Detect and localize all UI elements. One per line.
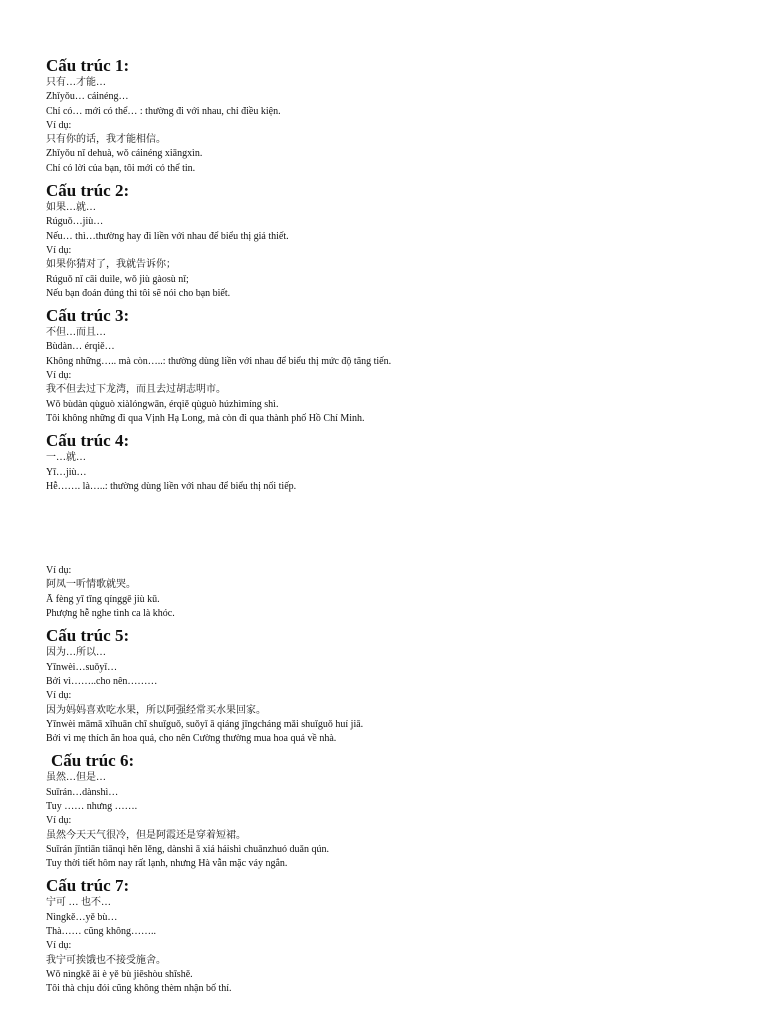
pattern-pinyin: Bùdàn… érqiě… (46, 341, 115, 353)
pattern-chinese: 如果…就… (46, 202, 96, 214)
pattern-pinyin: Suīrán…dànshì… (46, 786, 119, 798)
example-label: Ví dụ: (46, 690, 72, 702)
example-vietnamese: Phượng hễ nghe tình ca là khóc. (46, 608, 175, 620)
example-vietnamese: Tôi không những đi qua Vịnh Hạ Long, mà còn đi qua thành phố Hồ Chí Minh. (46, 412, 365, 424)
example-vietnamese: Nếu bạn đoán đúng thì tôi sẽ nói cho bạn biết. (46, 287, 231, 299)
section-title: Cấu trúc 5: (46, 626, 130, 646)
example-chinese: 虽然今天天气很冷，但是阿霞还是穿着短裙。 (46, 829, 246, 841)
section-title: Cấu trúc 2: (46, 181, 130, 201)
document-page (46, 56, 736, 997)
section-title: Cấu trúc 7: (46, 876, 130, 896)
section-5 (46, 626, 736, 746)
section-4 (46, 431, 736, 621)
example-label: Ví dụ: (46, 244, 72, 256)
pattern-chinese: 虽然…但是… (46, 772, 106, 784)
pattern-meaning: Bởi vì……..cho nên……… (46, 675, 158, 687)
pattern-chinese: 不但…而且… (46, 327, 106, 339)
example-pinyin: Wǒ bùdàn qùguò xiàlóngwān, érqiě qùguò húzhìmíng shì. (46, 398, 279, 410)
pattern-meaning: Không những….. mà còn…..: thường dùng liền với nhau để biểu thị mức độ tăng tiến. (46, 355, 392, 367)
example-chinese: 因为妈妈喜欢吃水果，所以阿强经常买水果回家。 (46, 704, 266, 716)
example-label: Ví dụ: (46, 815, 72, 827)
section-title: Cấu trúc 1: (46, 56, 130, 75)
section-1 (46, 56, 736, 176)
example-vietnamese: Tôi thà chịu đói cũng không thèm nhận bố thí. (46, 983, 232, 995)
example-label: Ví dụ: (46, 940, 72, 952)
section-6 (46, 751, 736, 871)
pattern-pinyin: Yī…jiù… (46, 466, 87, 478)
pattern-pinyin: Zhǐyǒu… cáinéng… (46, 91, 129, 103)
example-label: Ví dụ: (46, 370, 72, 382)
example-pinyin: Yīnwèi māmā xǐhuān chī shuǐguǒ, suǒyǐ ā qiáng jīngcháng mǎi shuǐguǒ huí jiā. (46, 718, 364, 730)
example-label: Ví dụ: (46, 119, 72, 131)
example-vietnamese: Tuy thời tiết hôm nay rất lạnh, nhưng Hà vẫn mặc váy ngắn. (46, 858, 288, 870)
section-3 (46, 306, 736, 426)
example-pinyin: Zhǐyǒu nǐ dehuà, wǒ cáinéng xiāngxìn. (46, 148, 203, 160)
example-label: Ví dụ: (46, 565, 72, 577)
example-pinyin: Ā fèng yī tīng qínggē jiù kū. (46, 593, 160, 605)
section-title: Cấu trúc 6: (51, 751, 135, 771)
section-title: Cấu trúc 4: (46, 431, 130, 451)
example-pinyin: Suīrán jīntiān tiānqì hěn lěng, dànshì ā xiá háishì chuānzhuó duǎn qún. (46, 843, 329, 855)
pattern-meaning: Thà…… cũng không…….. (46, 926, 156, 938)
pattern-pinyin: Rúguǒ…jiù… (46, 216, 104, 228)
example-pinyin: Wǒ nìngkě āi è yě bù jiēshòu shīshě. (46, 968, 193, 980)
pattern-pinyin: Nìngkě…yě bù… (46, 911, 118, 923)
pattern-chinese: 只有…才能… (46, 77, 106, 88)
section-7 (46, 876, 736, 996)
pattern-chinese: 宁可 … 也不… (46, 897, 111, 909)
example-vietnamese: Bởi vì mẹ thích ăn hoa quả, cho nên Cường thường mua hoa quả về nhà. (46, 733, 337, 745)
section-2 (46, 181, 736, 301)
pattern-chinese: 一…就… (46, 452, 86, 464)
section-title: Cấu trúc 3: (46, 306, 130, 326)
pattern-meaning: Tuy …… nhưng ……. (46, 800, 138, 812)
pattern-chinese: 因为…所以… (46, 647, 106, 659)
pattern-meaning: Chỉ có… mới có thể… : thường đi với nhau, chỉ điều kiện. (46, 105, 281, 117)
example-chinese: 如果你猜对了，我就告诉你； (46, 259, 176, 271)
example-vietnamese: Chỉ có lời của bạn, tôi mới có thể tin. (46, 162, 196, 174)
example-chinese: 只有你的话，我才能相信。 (46, 134, 166, 146)
pattern-meaning: Hễ……. là…..: thường dùng liền với nhau để biểu thị nối tiếp. (46, 480, 297, 492)
pattern-pinyin: Yīnwèi…suǒyǐ… (46, 661, 118, 673)
pattern-meaning: Nếu… thì…thường hay đi liền với nhau để biểu thị giả thiết. (46, 230, 289, 242)
example-chinese: 阿凤一听情歌就哭。 (46, 579, 136, 591)
example-chinese: 我宁可挨饿也不接受施舍。 (46, 954, 166, 966)
example-pinyin: Rúguǒ nǐ cāi duìle, wǒ jiù gàosù nǐ; (46, 273, 189, 285)
example-chinese: 我不但去过下龙湾，而且去过胡志明市。 (46, 384, 226, 396)
